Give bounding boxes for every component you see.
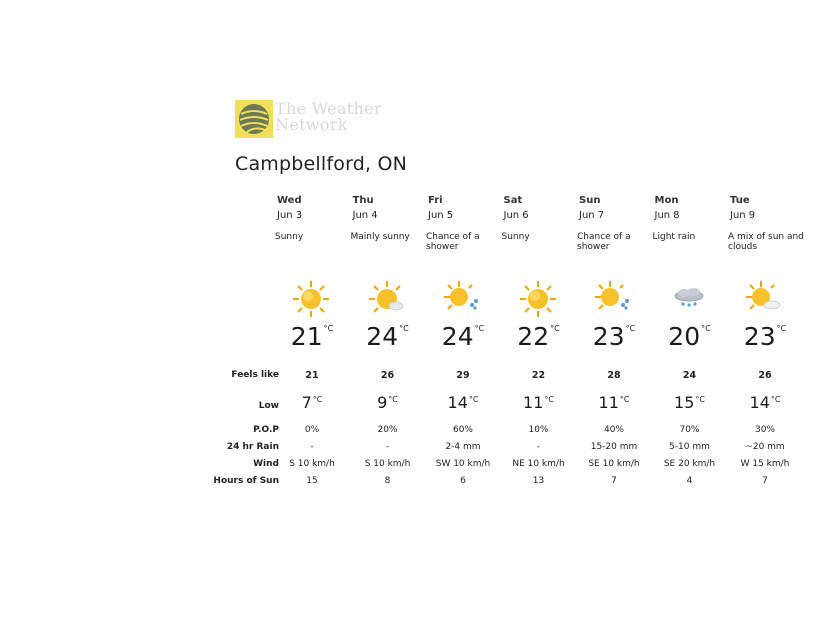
brand-name [275,101,382,133]
day-name: Sun [579,195,601,206]
high-temp-value: 21 [290,322,323,351]
low-temp-unit: °C [312,395,323,404]
high-temp-value: 24 [441,322,474,351]
low-temp-value: 9 [377,393,388,412]
globe-logo-icon [235,100,273,138]
high-temp [650,322,730,351]
rain-cloud-icon [669,279,709,319]
low-temp-unit: °C [695,395,705,404]
feels-like-value: 24 [682,370,697,381]
wind-value: NE 10 km/h [512,459,565,469]
sun-hours-value: 6 [460,476,466,486]
feels-like-value: 21 [305,370,319,381]
pop-value: 10% [528,425,549,435]
high-temp-unit: °C [625,324,636,333]
high-temp [272,322,352,351]
label-pop: P.O.P [253,425,279,435]
day-date: Jun 8 [654,210,680,221]
day-name: Sat [503,195,523,206]
rain-value: 2-4 mm [445,442,481,452]
low-temp-value: 14 [749,393,770,412]
rain-value: 15-20 mm [590,442,638,452]
pop-value: 40% [603,425,624,435]
high-temp-unit: °C [550,324,560,333]
high-temp [574,322,654,351]
sun-icon [291,279,331,319]
day-date: Jun 7 [579,210,605,221]
low-temp-unit: °C [468,395,479,404]
condition-text: A mix of sun and clouds [728,232,804,252]
feels-like-value: 22 [531,370,546,381]
sun-hours-value: 7 [762,476,768,486]
day-date: Jun 4 [352,210,378,221]
high-temp-unit: °C [399,324,409,333]
day-date: Jun 9 [730,210,756,221]
low-temp-unit: °C [619,395,630,404]
high-temp-unit: °C [701,324,711,333]
low-temp [574,393,654,412]
rain-value: - [385,442,390,452]
wind-value: W 15 km/h [740,459,790,469]
condition-text: Chance of a shower [426,232,480,252]
sun-hours-value: 7 [611,476,617,486]
pop-value: 60% [452,425,473,435]
condition-text: Chance of a shower [577,232,631,252]
brand-line-2: Network [275,115,348,134]
high-temp [725,322,805,351]
rain-value: - [536,442,541,452]
high-temp-unit: °C [323,324,334,333]
high-temp [499,322,579,351]
label-24hr-rain: 24 hr Rain [226,442,279,452]
pop-value: 30% [754,425,775,435]
low-temp-value: 15 [674,393,695,412]
wind-value: SE 10 km/h [588,459,640,469]
high-temp-value: 24 [366,322,399,351]
feels-like-value: 26 [380,370,395,381]
day-date: Jun 5 [428,210,454,221]
sun-shower-icon [593,279,633,319]
location-title: Campbellford, ON [235,153,408,175]
label-low: Low [258,401,279,411]
wind-value: S 10 km/h [364,459,411,469]
label-feels-like: Feels like [231,370,279,380]
high-temp [423,322,503,351]
low-temp [650,393,730,412]
sun-hours-value: 4 [686,476,693,486]
wind-value: SE 20 km/h [663,459,716,469]
condition-text: Mainly sunny [350,232,410,242]
condition-text: Sunny [275,232,304,242]
day-date: Jun 6 [503,210,529,221]
low-temp [423,393,503,412]
feels-like-value: 29 [456,370,470,381]
sun-hours-value: 8 [384,476,391,486]
day-name: Mon [654,195,679,206]
label-hours-of-sun: Hours of Sun [213,476,279,486]
high-temp-unit: °C [776,324,787,333]
high-temp-value: 20 [668,322,701,351]
sun-icon [518,279,558,319]
rain-value: 5-10 mm [669,442,710,452]
sun-shower-icon [442,279,482,319]
rain-value: - [310,442,314,452]
low-temp-unit: °C [770,395,781,404]
sun-hours-value: 13 [532,476,545,486]
sun-hours-value: 15 [306,476,318,486]
label-wind: Wind [253,459,279,469]
day-date: Jun 3 [277,210,303,221]
low-temp [348,393,428,412]
pop-value: 20% [377,425,398,435]
day-name: Wed [277,195,302,206]
high-temp-unit: °C [474,324,485,333]
sun-cloud-icon [744,279,784,319]
low-temp-unit: °C [544,395,554,404]
low-temp [272,393,352,412]
high-temp-value: 23 [743,322,776,351]
brand-logo [235,100,395,140]
high-temp [348,322,428,351]
rain-value: ~20 mm [745,442,785,452]
day-name: Tue [730,195,750,206]
low-temp-value: 14 [447,393,468,412]
low-temp-value: 11 [523,393,544,412]
mainly-sunny-icon [367,279,407,319]
feels-like-value: 26 [758,370,772,381]
feels-like-value: 28 [607,370,621,381]
low-temp-value: 11 [598,393,619,412]
low-temp-value: 7 [301,393,312,412]
pop-value: 0% [304,425,320,435]
pop-value: 70% [679,425,700,435]
low-temp [499,393,579,412]
wind-value: SW 10 km/h [435,459,491,469]
low-temp [725,393,805,412]
day-name: Fri [428,195,443,206]
low-temp-unit: °C [388,395,398,404]
condition-text: Light rain [652,232,696,242]
wind-value: S 10 km/h [289,459,335,469]
high-temp-value: 22 [517,322,550,351]
condition-text: Sunny [501,232,530,242]
brand-line-1: The Weather [275,99,382,118]
day-name: Thu [352,195,374,206]
high-temp-value: 23 [592,322,625,351]
